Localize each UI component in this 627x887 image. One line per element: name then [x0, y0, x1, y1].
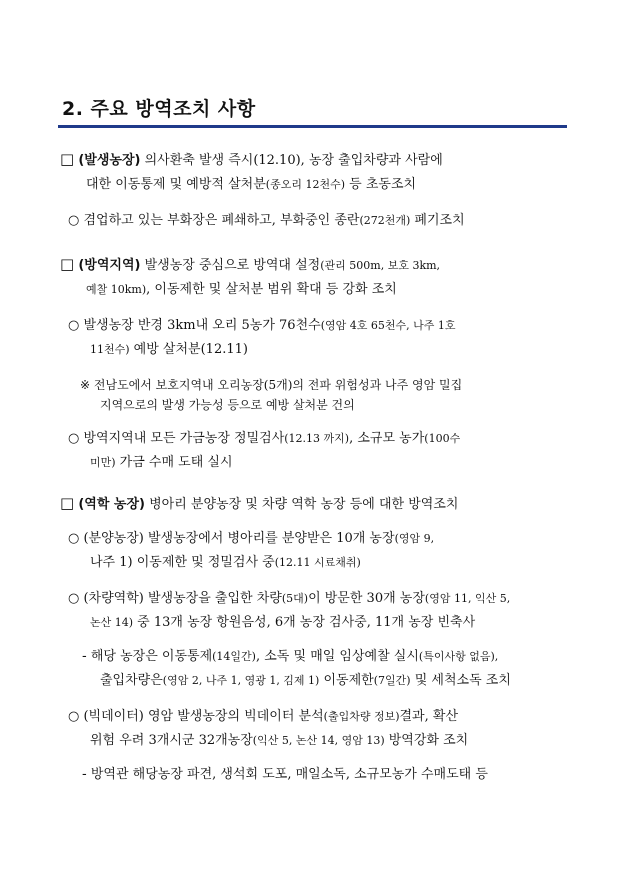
text-small: 11천수): [90, 343, 130, 356]
text: 지역으로의 발생 가능성 등으로 예방 살처분 건의: [100, 398, 355, 412]
text: 방역관 해당농장 파견, 생석회 도포, 매일소독, 소규모농가 수매도태 등: [90, 767, 488, 782]
sub-bullet-radius: [68, 317, 455, 335]
dash-bullet-icon: -: [82, 767, 87, 782]
bullet-heading: (방역지역): [78, 258, 141, 273]
circle-bullet-icon: ○: [68, 709, 80, 724]
text-small: (272천개): [359, 214, 411, 227]
bullet-epidemiology: [60, 494, 458, 514]
sub-bullet-vehicle-cont: [90, 614, 475, 632]
text: 발생농장 반경 3km내 오리 5농가 76천수: [83, 318, 321, 333]
text-small: (12.13 까지): [284, 432, 350, 445]
note-cont: [100, 396, 355, 414]
text-small: (영암 11, 익산 5,: [424, 592, 511, 605]
text: 전남도에서 보호지역내 오리농장(5개)의 전파 위험성과 나주 영암 밀집: [93, 378, 463, 392]
text: 나주 1): [90, 555, 133, 570]
text-small: (100수: [424, 432, 461, 445]
text: 해당 농장은 이동통제: [90, 649, 213, 664]
sub-bullet-hatchery: [68, 212, 465, 230]
sub-bullet-inspection-cont: [90, 454, 233, 472]
text: 겸업하고 있는 부화장은 폐쇄하고, 부화중인 종란: [83, 213, 360, 228]
sub-bullet-vehicle: [68, 590, 510, 608]
text: 결과, 확산: [399, 709, 458, 724]
text-small: (7일간): [373, 674, 411, 687]
text: 이동제한: [319, 673, 374, 688]
text: 및 세척소독 조치: [410, 673, 511, 688]
sub-bullet-bigdata: [68, 708, 458, 726]
square-bullet-icon: □: [60, 494, 75, 512]
dash-bullet-icon: -: [82, 649, 87, 664]
square-bullet-icon: □: [60, 150, 75, 168]
text: 이동제한 및 정밀검사 중: [132, 555, 275, 570]
dash-item-farm-control: [82, 648, 498, 666]
note: [80, 376, 462, 394]
text: 예방 살처분(12.11): [129, 342, 248, 357]
bullet-quarantine-zone: [60, 255, 440, 275]
text-small: 예찰 10km): [86, 283, 147, 296]
text-small: 논산 14): [90, 616, 134, 629]
title-underline: [58, 125, 567, 128]
text-small: (익산 5, 논산 14, 영암 13): [252, 734, 385, 747]
circle-bullet-icon: ○: [68, 531, 80, 546]
sub-bullet-hatchling-cont: [90, 554, 361, 572]
text-small: (14일간): [212, 650, 256, 663]
circle-bullet-icon: ○: [68, 213, 80, 228]
text: 가금 수매 도태 실시: [115, 455, 233, 470]
bullet-quarantine-zone-cont: [86, 281, 397, 299]
text: (빅데이터) 영암 발생농장의 빅데이터 분석: [83, 709, 324, 724]
text: (분양농장) 발생농장에서 병아리를 분양받은 10개 농장: [83, 531, 395, 546]
text-small: (5대): [281, 592, 309, 605]
square-bullet-icon: □: [60, 255, 75, 273]
sub-bullet-hatchling: [68, 530, 434, 548]
text: 발생농장 중심으로 방역대 설정: [140, 258, 321, 273]
text-small: (종오리 12천수): [265, 178, 346, 191]
sub-bullet-radius-cont: [90, 341, 248, 359]
text-small: (영암 2, 나주 1, 영광 1, 김제 1): [162, 674, 320, 687]
text-small: 미만): [90, 456, 116, 469]
text-small: (영암 4호 65천수, 나주 1호: [320, 319, 456, 332]
text: 병아리 분양농장 및 차량 역학 농장 등에 대한 방역조치: [144, 497, 459, 512]
text-small: (영암 9,: [394, 532, 435, 545]
dash-item-officer: [82, 766, 488, 784]
text: 이 방문한 30개 농장: [308, 591, 425, 606]
text: (차량역학) 발생농장을 출입한 차량: [83, 591, 282, 606]
reference-mark-icon: ※: [80, 378, 91, 392]
text-small: (특이사항 없음),: [418, 650, 499, 663]
bullet-heading: (역학 농장): [78, 497, 145, 512]
bullet-text: 의사환축 발생 즉시(12.10), 농장 출입차량과 사람에: [140, 153, 443, 168]
circle-bullet-icon: ○: [68, 318, 80, 333]
text: 등 초동조치: [345, 177, 417, 192]
section-title: 2. 주요 방역조치 사항: [62, 98, 256, 120]
text-small: (12.11 시료채취): [274, 556, 361, 569]
sub-bullet-bigdata-cont: [90, 732, 468, 750]
text: 대한 이동통제 및 예방적 살처분: [86, 177, 266, 192]
text: , 이동제한 및 살처분 범위 확대 등 강화 조치: [146, 282, 397, 297]
bullet-heading: (발생농장): [78, 153, 141, 168]
text-small: (출입차량 정보): [323, 710, 400, 723]
circle-bullet-icon: ○: [68, 431, 80, 446]
text: 위험 우려 3개시군 32개농장: [90, 733, 253, 748]
text: 출입차량은: [100, 673, 163, 688]
bullet-outbreak-farm: [60, 150, 443, 170]
text: 폐기조치: [410, 213, 465, 228]
dash-item-farm-control-cont: [100, 672, 511, 690]
text: 방역지역내 모든 가금농장 정밀검사: [83, 431, 285, 446]
text: 방역강화 조치: [384, 733, 469, 748]
sub-bullet-inspection: [68, 430, 460, 448]
circle-bullet-icon: ○: [68, 591, 80, 606]
text-small: (관리 500m, 보호 3km,: [320, 259, 441, 272]
bullet-outbreak-farm-cont: [86, 176, 416, 194]
text: , 소규모 농가: [349, 431, 425, 446]
text: , 소독 및 매일 임상예찰 실시: [255, 649, 419, 664]
text: 중 13개 농장 항원음성, 6개 농장 검사중, 11개 농장 빈축사: [133, 615, 476, 630]
